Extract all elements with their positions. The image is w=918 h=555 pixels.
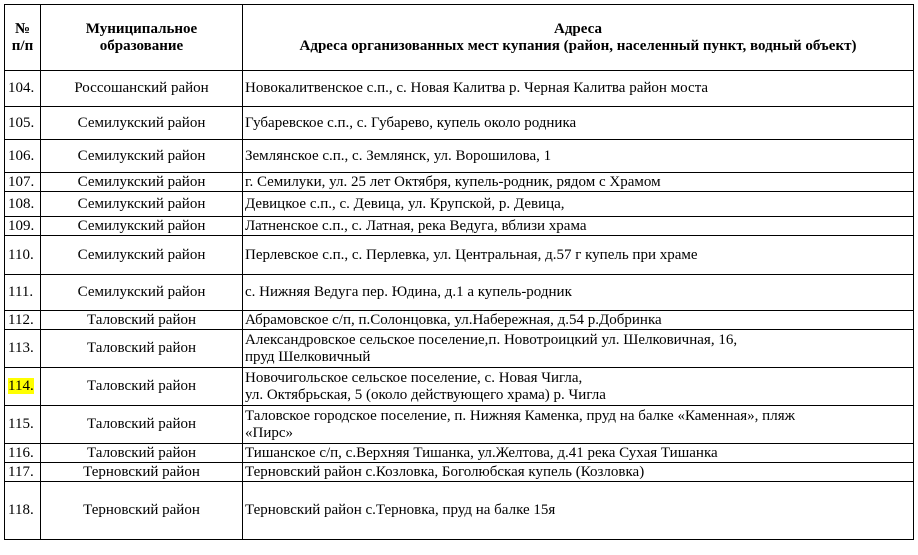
row-address: Тишанское с/п, с.Верхняя Тишанка, ул.Желтова, д.41 река Сухая Тишанка (243, 444, 914, 463)
row-number: 113. (5, 330, 41, 368)
table-row (5, 140, 914, 173)
row-district: Семилукский район (41, 173, 243, 192)
table-row (5, 275, 914, 311)
table-row (5, 236, 914, 275)
table-row (5, 217, 914, 236)
row-number: 105. (5, 107, 41, 140)
header-address: Адреса Адреса организованных мест купания (район, населенный пункт, водный объект) (243, 5, 914, 71)
row-district: Семилукский район (41, 140, 243, 173)
row-district: Таловский район (41, 311, 243, 330)
table-row (5, 368, 914, 406)
table-row (5, 107, 914, 140)
table-row (5, 330, 914, 368)
row-number: 112. (5, 311, 41, 330)
row-district: Терновский район (41, 482, 243, 540)
row-number: 115. (5, 406, 41, 444)
row-address: Абрамовское с/п, п.Солонцовка, ул.Набережная, д.54 р.Добринка (243, 311, 914, 330)
row-number (5, 368, 41, 406)
row-district: Россошанский район (41, 71, 243, 107)
row-number: 111. (5, 275, 41, 311)
row-number: 106. (5, 140, 41, 173)
row-number: 116. (5, 444, 41, 463)
row-district: Таловский район (41, 444, 243, 463)
table-row (5, 444, 914, 463)
row-number: 117. (5, 463, 41, 482)
row-address: Терновский район с.Терновка, пруд на балке 15я (243, 482, 914, 540)
row-address: Таловское городское поселение, п. Нижняя Каменка, пруд на балке «Каменная», пляж «Пирс» (243, 406, 914, 444)
row-number: 108. (5, 192, 41, 217)
row-district: Таловский район (41, 406, 243, 444)
row-district: Семилукский район (41, 192, 243, 217)
table-row (5, 311, 914, 330)
row-address: Землянское с.п., с. Землянск, ул. Ворошилова, 1 (243, 140, 914, 173)
table-row (5, 71, 914, 107)
table-row (5, 463, 914, 482)
header-row (5, 5, 914, 71)
table-body (5, 71, 914, 540)
row-district: Семилукский район (41, 107, 243, 140)
row-address: г. Семилуки, ул. 25 лет Октября, купель-родник, рядом с Храмом (243, 173, 914, 192)
row-district: Таловский район (41, 330, 243, 368)
header-number: № п/п (5, 5, 41, 71)
row-number: 110. (5, 236, 41, 275)
table-row (5, 482, 914, 540)
row-number: 109. (5, 217, 41, 236)
header-district: Муниципальное образование (41, 5, 243, 71)
row-address: Губаревское с.п., с. Губарево, купель около родника (243, 107, 914, 140)
table-row (5, 406, 914, 444)
row-address: с. Нижняя Ведуга пер. Юдина, д.1 а купель-родник (243, 275, 914, 311)
row-district: Семилукский район (41, 275, 243, 311)
row-district: Семилукский район (41, 236, 243, 275)
row-address: Терновский район с.Козловка, Боголюбская купель (Козловка) (243, 463, 914, 482)
row-address: Новочигольское сельское поселение, с. Новая Чигла, ул. Октябрьская, 5 (около действующего храма) р. Чигла (243, 368, 914, 406)
row-district: Таловский район (41, 368, 243, 406)
row-number: 107. (5, 173, 41, 192)
row-address: Девицкое с.п., с. Девица, ул. Крупской, р. Девица, (243, 192, 914, 217)
table-row (5, 192, 914, 217)
locations-table (4, 4, 914, 540)
row-number: 104. (5, 71, 41, 107)
row-address: Латненское с.п., с. Латная, река Ведуга, вблизи храма (243, 217, 914, 236)
row-address: Новокалитвенское с.п., с. Новая Калитва р. Черная Калитва район моста (243, 71, 914, 107)
table-row (5, 173, 914, 192)
row-address: Александровское сельское поселение,п. Новотроицкий ул. Шелковичная, 16, пруд Шелковичный (243, 330, 914, 368)
row-address: Перлевское с.п., с. Перлевка, ул. Центральная, д.57 г купель при храме (243, 236, 914, 275)
row-district: Терновский район (41, 463, 243, 482)
row-number: 118. (5, 482, 41, 540)
highlighted-row-number: 114. (8, 378, 34, 394)
row-district: Семилукский район (41, 217, 243, 236)
